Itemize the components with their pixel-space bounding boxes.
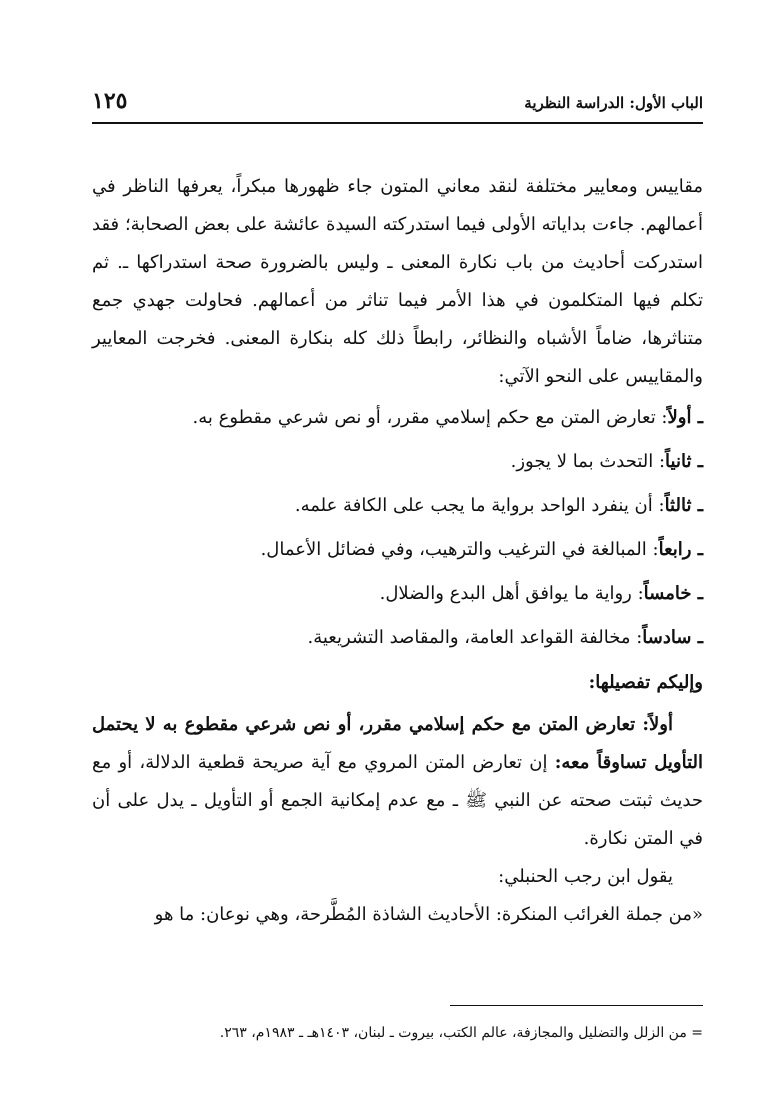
details-heading: وإليكم تفصيلها: xyxy=(588,672,703,693)
footnote: = من الزلل والتضليل والمجازفة، عالم الكتب، بيروت ـ لبنان، ١٤٠٣هـ ـ ١٩٨٣م، ٢٦٣. xyxy=(219,1025,703,1041)
list-item-label: ـ سادساً xyxy=(642,627,703,648)
first-criterion-body: إن تعارض المتن المروي مع آية صريحة قطعية الدلالة، أو مع حديث ثبتت صحته عن النبي ﷺ ـ مع عدم إمكانية الجمع أو التأويل ـ يدل على أن في المتن نكارة. xyxy=(92,752,703,849)
first-criterion-title: أولاً: تعارض المتن مع حكم إسلامي مقرر، أو نص شرعي مقطوع به لا يحتمل التأويل تساوقاً معه: xyxy=(92,714,703,773)
running-header xyxy=(92,86,703,122)
list-item-text: : أن ينفرد الواحد برواية ما يجب على الكافة علمه. xyxy=(294,495,665,516)
main-text xyxy=(92,168,703,934)
header-divider xyxy=(92,122,703,124)
list-item xyxy=(92,528,703,572)
footnote-divider xyxy=(450,1005,703,1006)
chapter-title: الباب الأول: الدراسة النظرية xyxy=(524,94,703,112)
list-item xyxy=(92,484,703,528)
list-item-label: ـ رابعاً xyxy=(658,539,703,560)
list-item-text: : المبالغة في الترغيب والترهيب، وفي فضائل الأعمال. xyxy=(260,539,659,560)
list-item-text: : تعارض المتن مع حكم إسلامي مقرر، أو نص شرعي مقطوع به. xyxy=(192,407,668,428)
list-item xyxy=(92,616,703,660)
intro-paragraph: مقاييس ومعايير مختلفة لنقد معاني المتون جاء ظهورها مبكراً، يعرفها الناظر في أعمالهم. جاءت بداياته الأولى فيما استدركته السيدة عائشة على بعض الصحابة؛ فقد استدركت أحاديث من باب نكارة المعنى ـ وليس بالضرورة صحة استدراكها ـ. ثم تكلم فيها المتكلمون في هذا الأمر فيما تناثر من أعمالهم. فحاولت جهدي جمع متناثرها، ضاماً الأشباه والنظائر، رابطاً ذلك كله بنكارة المعنى. فخرجت المعايير والمقاييس على النحو الآتي: xyxy=(92,176,703,387)
list-item-label: ـ أولاً xyxy=(667,407,703,428)
list-item-text: : رواية ما يوافق أهل البدع والضلال. xyxy=(379,583,644,604)
quote-intro: يقول ابن رجب الحنبلي: xyxy=(498,866,673,887)
quote-text: «من جملة الغرائب المنكرة: الأحاديث الشاذة المُطَّرحة، وهي نوعان: ما هو xyxy=(154,904,703,925)
list-item xyxy=(92,396,703,440)
list-item-text: : التحدث بما لا يجوز. xyxy=(510,451,666,472)
first-criterion-paragraph xyxy=(92,706,703,858)
page-number: ١٢٥ xyxy=(92,88,128,114)
list-item xyxy=(92,572,703,616)
list-item-label: ـ ثالثاً xyxy=(664,495,703,516)
list-item-label: ـ ثانياً xyxy=(665,451,703,472)
list-item-label: ـ خامساً xyxy=(643,583,703,604)
list-item xyxy=(92,440,703,484)
list-item-text: : مخالفة القواعد العامة، والمقاصد التشريعية. xyxy=(307,627,643,648)
